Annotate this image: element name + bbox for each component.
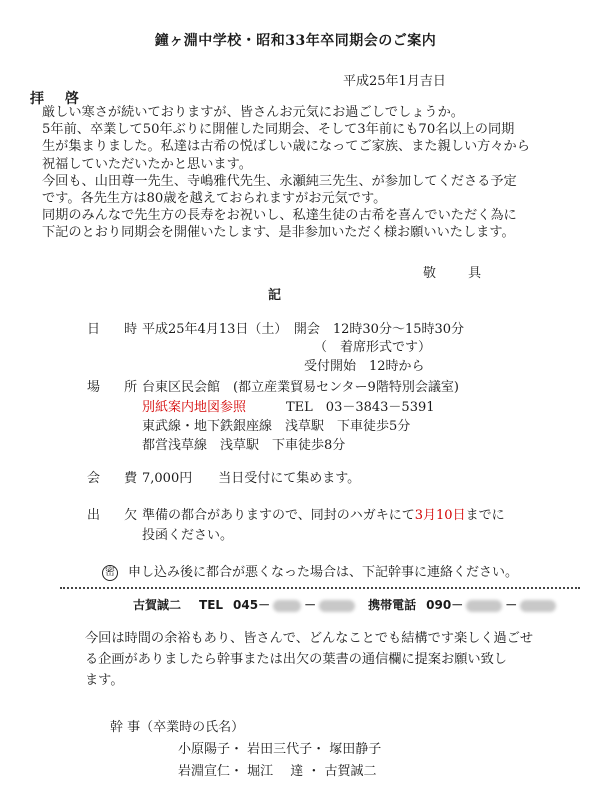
note-text: 申し込み後に都合が悪くなった場合は、下記幹事に連絡ください。 [128, 565, 519, 580]
redacted-mark [273, 600, 301, 612]
contact-name: 古賀誠二 [133, 598, 182, 612]
access-line: 東武線・地下鉄銀座線 浅草駅 下車徒歩5分 [142, 419, 411, 434]
body-line: 祝福していただいたかと思います。 [42, 156, 252, 172]
organizers-row: 小原陽子・ 岩田三代子・ 塚田静子 [178, 742, 382, 757]
note-mark: 密 [102, 565, 118, 581]
closing-line: る企画がありましたら幹事または出欠の葉書の通信欄に提案お願い致し [85, 652, 507, 667]
contact-mobile-prefix: 090－ [426, 598, 464, 612]
place-value: 台東区民会館 (都立産業貿易センター9階特別会議室) [142, 380, 459, 395]
rsvp-text [142, 504, 505, 523]
body-line: 生が集まりました。私達は古希の悦ばしい歳になってご家族、また親しい方々から [42, 139, 530, 155]
letter-body [42, 104, 530, 242]
fee-value: 7,000円 当日受付にて集めます。 [142, 471, 361, 486]
rsvp-deadline: 3月10日 [414, 508, 466, 523]
organizers-label: 幹 事（卒業時の氏名） [110, 720, 245, 735]
body-line: 同期のみんなで先生方の長寿をお祝いし、私達生徒の古希を喜んでいただく為に [42, 208, 517, 224]
place-label: 場 所 [87, 380, 148, 395]
body-line: 下記のとおり同期会を開催いたします、是非参加いただく様お願いいたします。 [42, 225, 515, 241]
body-line: 5年前、卒業して50年ぶりに開催した同期会、そして3年前にも70名以上の同期 [42, 122, 515, 138]
closing-paragraph [85, 628, 533, 691]
body-line: です。各先生方は80歳を越えておられますがお元気です。 [42, 191, 387, 207]
closing-phrase: 敬 具 [423, 266, 496, 281]
redacted-mark [520, 600, 556, 612]
closing-line: ます。 [85, 673, 124, 688]
closing-line: 今回は時間の余裕もあり、皆さんで、どんなことでも結構です楽しく過ごせ [85, 631, 534, 646]
venue-tel: TEL 03－3843－5391 [286, 400, 435, 415]
map-reference: 別紙案内地図参照 [142, 400, 247, 415]
organizers-row: 岩淵宣仁・ 堀江 達 ・ 古賀誠二 [178, 764, 377, 779]
datetime-label: 日 時 [87, 322, 148, 337]
rsvp-line2: 投函ください。 [142, 528, 234, 543]
cancellation-note [102, 561, 518, 581]
contact-mobile-label: 携帯電話 [368, 598, 417, 612]
reception-time: 受付開始 12時から [304, 359, 425, 374]
greeting: 拝 啓 [30, 91, 87, 107]
datetime-note: （ 着席形式です） [314, 340, 432, 355]
ki-heading: 記 [268, 288, 282, 303]
body-line: 厳しい寒さが続いておりますが、皆さんお元気にお過ごしでしょうか。 [42, 105, 464, 120]
redacted-mark [466, 600, 502, 612]
body-line: 今回も、山田尊一先生、寺嶋雅代先生、永瀬純三先生、が参加してくださる予定 [42, 173, 517, 189]
fee-label: 会 費 [87, 471, 148, 486]
datetime-value: 平成25年4月13日（土） 開会 12時30分～15時30分 [142, 322, 465, 337]
contact-tel-label: TEL [199, 598, 224, 612]
rsvp-text-post: までに [465, 508, 505, 523]
redacted-mark [319, 600, 355, 612]
rsvp-label: 出 欠 [87, 508, 148, 523]
access-line: 都営浅草線 浅草駅 下車徒歩8分 [142, 438, 346, 453]
page-title: 鐘ヶ淵中学校・昭和33年卒同期会のご案内 [154, 33, 437, 49]
issue-date: 平成25年1月吉日 [343, 74, 446, 89]
contact-line: 古賀誠二 TEL 045－ － 携帯電話 090－ － [133, 596, 559, 613]
contact-tel-prefix: 045－ [233, 598, 271, 612]
dotted-divider [60, 587, 580, 589]
rsvp-text-pre: 準備の都合がありますので、同封のハガキにて [142, 508, 415, 523]
